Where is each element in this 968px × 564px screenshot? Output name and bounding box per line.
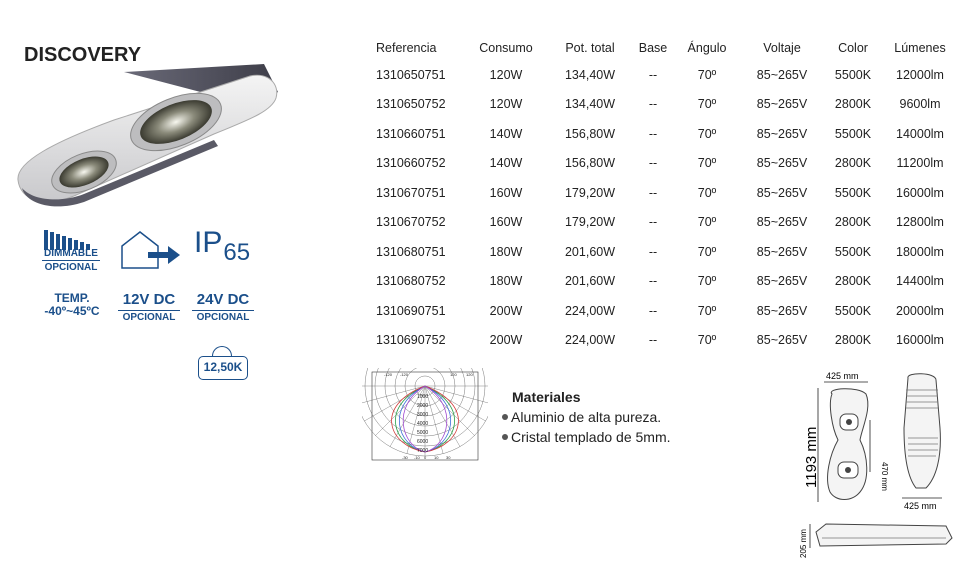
table-cell: 201,60W (564, 274, 616, 289)
table-cell: 1310680752 (376, 274, 446, 289)
table-cell: 160W (489, 215, 523, 230)
polar-bottom-label: 30 (446, 455, 451, 460)
table-cell: 134,40W (564, 67, 616, 82)
polar-light-distribution-diagram (362, 368, 488, 462)
polar-ring-label: 3000 (417, 412, 429, 418)
table-header-row (370, 36, 960, 60)
table-cell: 1310690751 (376, 303, 446, 318)
table-row (370, 149, 960, 179)
table-cell: 16000lm (896, 185, 944, 200)
materials-title: Materiales (512, 389, 581, 405)
dim-width-side: 425 mm (904, 501, 937, 511)
table-cell: 1310660751 (376, 126, 446, 141)
table-cell: 85~265V (756, 303, 808, 318)
table-cell: 85~265V (756, 126, 808, 141)
table-cell: 156,80W (564, 156, 616, 171)
table-cell: 160W (489, 185, 523, 200)
dim-length: 1193 mm (803, 426, 820, 488)
table-cell: 9600lm (899, 97, 941, 112)
table-cell: 224,00W (564, 333, 616, 348)
material-item: Aluminio de alta pureza. (502, 409, 661, 425)
header-angulo: Ángulo (687, 41, 727, 55)
polar-bottom-label: 0 (424, 455, 427, 460)
table-cell: 70º (697, 97, 717, 112)
weight-icon: 12,50K (198, 346, 248, 380)
dim-inner: 470 mm (880, 462, 889, 491)
table-cell: 5500K (834, 303, 872, 318)
table-cell: 1310670752 (376, 215, 446, 230)
table-cell: 201,60W (564, 244, 616, 259)
polar-ring-label: 4000 (417, 421, 429, 427)
polar-ring-label: 7000 (417, 448, 429, 454)
table-cell: 70º (697, 126, 717, 141)
header-color: Color (838, 41, 868, 55)
table-cell: 85~265V (756, 67, 808, 82)
polar-top-label: 120 (466, 372, 473, 377)
table-cell: -- (648, 215, 658, 230)
product-title: DISCOVERY (24, 44, 142, 66)
table-cell: 224,00W (564, 303, 616, 318)
dim-width-top: 425 mm (826, 371, 859, 381)
table-cell: 140W (489, 156, 523, 171)
table-cell: 2800K (834, 156, 872, 171)
polar-ring-label: 2000 (417, 403, 429, 409)
table-cell: 5500K (834, 244, 872, 259)
table-cell: 70º (697, 156, 717, 171)
table-cell: -- (648, 185, 658, 200)
header-consumo: Consumo (479, 41, 533, 55)
ip-rating: $IP_{65}$ (194, 226, 251, 266)
table-cell: 1310690752 (376, 333, 446, 348)
polar-bottom-label: -30 (402, 455, 408, 460)
dim-height: 205 mm (799, 529, 808, 558)
table-row (370, 208, 960, 238)
table-cell: 134,40W (564, 97, 616, 112)
dimensions-drawing (796, 368, 966, 558)
table-row (370, 60, 960, 90)
header-base: Base (638, 41, 668, 55)
table-cell: 120W (489, 67, 523, 82)
table-cell: 179,20W (564, 215, 616, 230)
table-cell: 2800K (834, 215, 872, 230)
table-row (370, 178, 960, 208)
table-cell: -- (648, 274, 658, 289)
table-cell: 180W (489, 244, 523, 259)
table-row (370, 326, 960, 356)
polar-top-label: -120 (400, 372, 409, 377)
table-cell: 70º (697, 274, 717, 289)
table-cell: 85~265V (756, 185, 808, 200)
24v-dc-icon: 24V DC OPCIONAL (192, 292, 254, 323)
table-cell: 1310670751 (376, 185, 446, 200)
polar-ring-label: 5000 (417, 430, 429, 436)
polar-ring-label: 1000 (417, 394, 429, 400)
header-voltaje: Voltaje (763, 41, 801, 55)
polar-ring-label: 6000 (417, 439, 429, 445)
polar-bottom-label: 10 (434, 455, 439, 460)
table-cell: 70º (697, 303, 717, 318)
house-arrow-icon (118, 228, 182, 272)
table-cell: 11200lm (896, 156, 944, 171)
table-cell: 179,20W (564, 185, 616, 200)
table-cell: 70º (697, 333, 717, 348)
table-cell: 70º (697, 244, 717, 259)
table-row (370, 267, 960, 297)
table-cell: 16000lm (896, 333, 944, 348)
table-cell: 200W (489, 333, 523, 348)
table-cell: -- (648, 333, 658, 348)
table-cell: 85~265V (756, 97, 808, 112)
table-cell: 12800lm (896, 215, 944, 230)
table-cell: -- (648, 67, 658, 82)
header-lumenes: Lúmenes (894, 41, 946, 55)
material-item: Cristal templado de 5mm. (502, 429, 671, 445)
street-lamp-image (14, 62, 280, 210)
table-cell: 140W (489, 126, 523, 141)
table-cell: 1310680751 (376, 244, 446, 259)
table-cell: 70º (697, 185, 717, 200)
table-cell: 85~265V (756, 333, 808, 348)
table-cell: 2800K (834, 333, 872, 348)
polar-top-label: -120 (384, 372, 393, 377)
temperature-range: TEMP. -40º~45ºC (44, 291, 100, 318)
table-cell: -- (648, 97, 658, 112)
table-row (370, 90, 960, 120)
table-cell: 156,80W (564, 126, 616, 141)
dimmable-icon (38, 226, 104, 274)
table-cell: 14400lm (896, 274, 944, 289)
12v-dc-icon: 12V DC OPCIONAL (118, 292, 180, 323)
table-row (370, 119, 960, 149)
header-pot-total: Pot. total (565, 41, 615, 55)
table-cell: 18000lm (896, 244, 944, 259)
table-cell: 12000lm (896, 67, 944, 82)
dimmable-label: DIMMABLE (44, 248, 98, 259)
table-row (370, 296, 960, 326)
polar-bottom-label: -10 (414, 455, 420, 460)
table-cell: 5500K (834, 67, 872, 82)
table-cell: 2800K (834, 97, 872, 112)
table-cell: 85~265V (756, 156, 808, 171)
table-cell: -- (648, 126, 658, 141)
table-cell: 1310650752 (376, 97, 446, 112)
table-cell: 180W (489, 274, 523, 289)
dimmable-optional-label: OPCIONAL (44, 262, 98, 273)
header-referencia: Referencia (376, 41, 437, 55)
table-cell: 85~265V (756, 215, 808, 230)
table-cell: 120W (489, 97, 523, 112)
table-cell: 1310660752 (376, 156, 446, 171)
table-cell: 5500K (834, 126, 872, 141)
table-cell: 70º (697, 215, 717, 230)
spec-table (370, 36, 960, 355)
table-cell: -- (648, 244, 658, 259)
table-cell: 14000lm (896, 126, 944, 141)
polar-top-label: 120 (450, 372, 457, 377)
table-cell: 70º (697, 67, 717, 82)
table-cell: -- (648, 303, 658, 318)
table-cell: 20000lm (896, 303, 944, 318)
table-row (370, 237, 960, 267)
table-cell: 5500K (834, 185, 872, 200)
table-cell: 85~265V (756, 274, 808, 289)
table-cell: 2800K (834, 274, 872, 289)
table-cell: 200W (489, 303, 523, 318)
table-cell: 1310650751 (376, 67, 446, 82)
table-cell: 85~265V (756, 244, 808, 259)
table-cell: -- (648, 156, 658, 171)
